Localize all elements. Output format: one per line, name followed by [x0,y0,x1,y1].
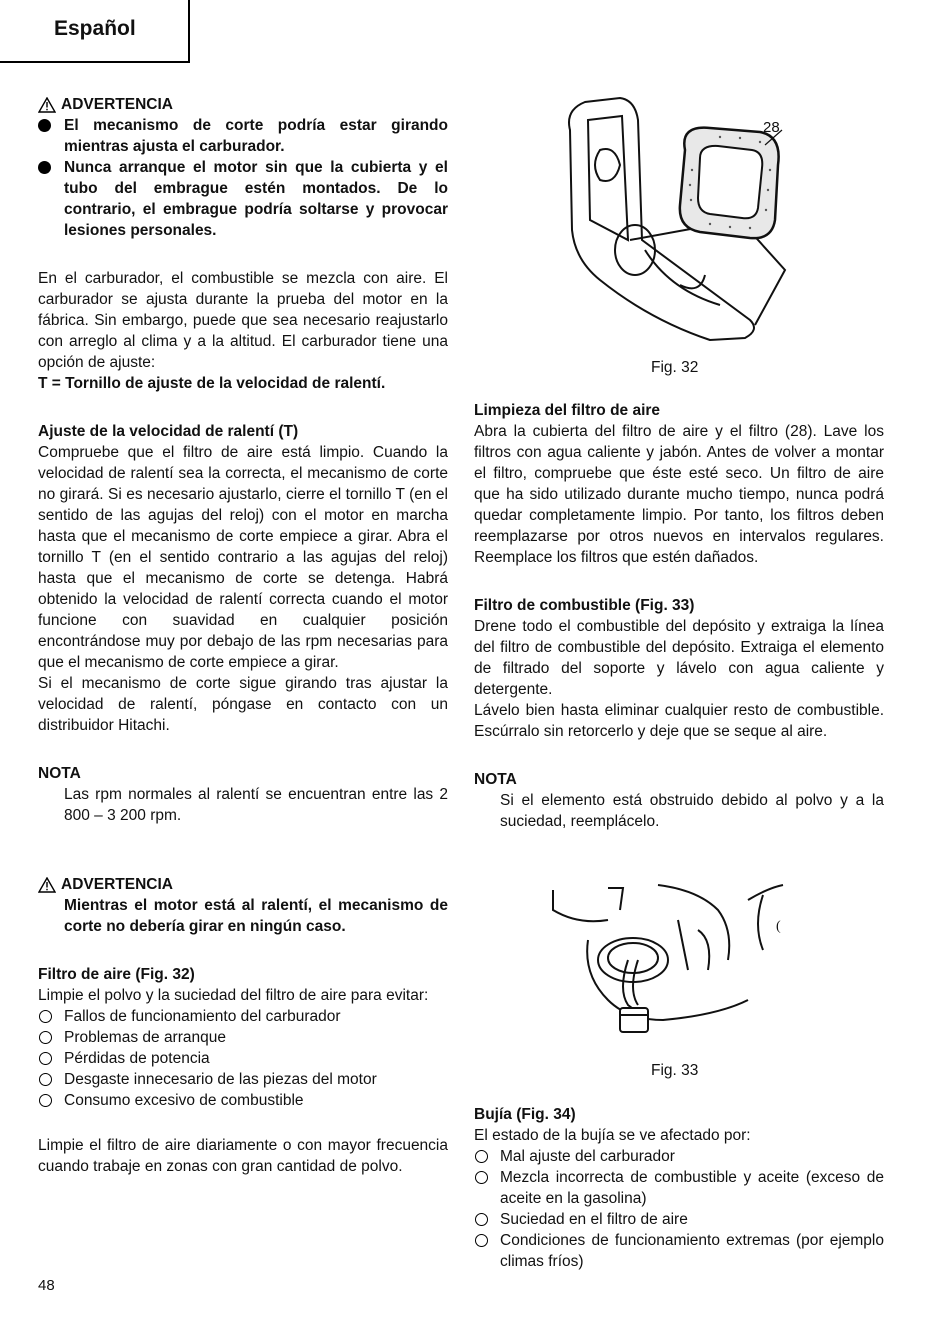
filter-element [680,128,779,239]
circle-bullet-icon [39,1094,52,1107]
warning-text-2: Mientras el motor está al ralentí, el mecanismo de corte no debería girar en ningún caso. [64,897,448,935]
idle-speed-heading: Ajuste de la velocidad de ralentí (T) [38,423,299,440]
spark-plug-list [474,1146,884,1272]
warning-list [38,115,448,241]
list-item: Desgaste innecesario de las piezas del motor [38,1069,448,1090]
note-heading-2: NOTA [474,771,517,788]
circle-bullet-icon [39,1031,52,1044]
carburetor-intro-bold: T = Tornillo de ajuste de la velocidad de ralentí. [38,375,386,392]
list-item: Fallos de funcionamiento del carburador [38,1006,448,1027]
language-tab [0,0,190,63]
fuel-filter-paragraph-2: Lávelo bien hasta eliminar cualquier resto de combustible. Escúrralo sin retorcerlo y deje que se seque al aire. [474,702,884,740]
air-filter-cleaning-text: Abra la cubierta del filtro de aire y el filtro (28). Lave los filtros con agua caliente y jabón. Antes de volver a montar el filtro, compruebe que éste esté seco. Un filtro de aire que ha sido utilizado durante mucho tiempo, nunca podrá quedar completamente limpio. Por tanto, los filtros deben reemplazarse por otros nuevos en intervalos regulares. Reemplace los filtros que estén dañados. [474,423,884,566]
warning-triangle-icon [38,877,56,893]
left-column [38,94,448,1177]
spark-plug-section [474,1104,884,1272]
circle-bullet-icon [39,1010,52,1023]
list-item: Condiciones de funcionamiento extremas (por ejemplo climas fríos) [474,1230,884,1272]
air-filter-intro: Limpie el polvo y la suciedad del filtro de aire para evitar: [38,987,429,1004]
bullet-dot-icon [38,119,51,132]
circle-bullet-icon [475,1150,488,1163]
svg-text:(: ( [776,919,781,934]
figure-32-caption: Fig. 32 [651,359,699,376]
warning-title-2: ADVERTENCIA [61,876,173,893]
air-filter-cleaning-heading: Limpieza del filtro de aire [474,402,661,419]
circle-bullet-icon [39,1052,52,1065]
bullet-dot-icon [38,161,51,174]
spark-plug-heading: Bujía (Fig. 34) [474,1106,576,1123]
list-item: Suciedad en el filtro de aire [474,1209,884,1230]
part-label-28: 28 [763,119,780,136]
figure-33-caption: Fig. 33 [651,1062,699,1079]
note-heading: NOTA [38,765,81,782]
list-item: Mal ajuste del carburador [474,1146,884,1167]
warning-title: ADVERTENCIA [61,96,173,113]
list-item: Consumo excesivo de combustible [38,1090,448,1111]
figure-33-illustration [548,880,798,1040]
note-text-2: Si el elemento está obstruido debido al polvo y a la suciedad, reemplácelo. [500,792,884,830]
list-item: Problemas de arranque [38,1027,448,1048]
circle-bullet-icon [475,1171,488,1184]
air-filter-outro: Limpie el filtro de aire diariamente o con mayor frecuencia cuando trabaje en zonas con gran cantidad de polvo. [38,1137,448,1175]
warning-item: El mecanismo de corte podría estar girando mientras ajusta el carburador. [38,115,448,157]
note-text: Las rpm normales al ralentí se encuentran entre las 2 800 – 3 200 rpm. [64,786,448,824]
figure-32-illustration [560,90,800,345]
air-filter-heading: Filtro de aire (Fig. 32) [38,966,195,983]
warning-item: Nunca arranque el motor sin que la cubierta y el tubo del embrague estén montados. De lo contrario, el embrague podría soltarse y provocar lesiones personales. [38,157,448,241]
warning-triangle-icon [38,97,56,113]
fuel-filter-heading: Filtro de combustible (Fig. 33) [474,597,695,614]
language-label: Español [54,17,136,40]
carburetor-intro: En el carburador, el combustible se mezcla con aire. El carburador se ajusta durante la prueba del motor en la fábrica. Sin embargo, puede que sea necesario reajustarlo con arreglo al clima y a la altitud. El carburador tiene una opción de ajuste: [38,270,448,371]
circle-bullet-icon [475,1213,488,1226]
idle-speed-paragraph: Compruebe que el filtro de aire está limpio. Cuando la velocidad de ralentí sea la correcta, el mecanismo de corte no girará. Si es necesario ajustarlo, cierre el tornillo T (en el sentido de las agujas del reloj) con el motor en marcha hasta que el mecanismo de corte empiece a girar. Abra el tornillo T (en el sentido contrario a las agujas del reloj) hasta que el mecanismo de corte se detenga. Habrá obtenido la velocidad de ralentí correcta cuando el motor funcione con suavidad en cualquier posición encontrándose muy por debajo de las rpm necesarias para que el mecanismo de corte empiece a girar. [38,444,448,671]
right-column [474,400,884,832]
idle-speed-paragraph-2: Si el mecanismo de corte sigue girando tras ajustar la velocidad de ralentí, póngase en contacto con un distribuidor Hitachi. [38,675,448,734]
list-item: Pérdidas de potencia [38,1048,448,1069]
air-filter-list [38,1006,448,1111]
circle-bullet-icon [475,1234,488,1247]
page-number: 48 [38,1277,55,1294]
list-item: Mezcla incorrecta de combustible y aceite (exceso de aceite en la gasolina) [474,1167,884,1209]
warning-heading [38,94,448,115]
spark-plug-intro: El estado de la bujía se ve afectado por: [474,1127,751,1144]
circle-bullet-icon [39,1073,52,1086]
fuel-filter-paragraph: Drene todo el combustible del depósito y extraiga la línea del filtro de combustible del depósito. Extraiga el elemento de filtrado del soporte y lávelo con agua caliente y detergente. [474,618,884,698]
warning-heading-2 [38,874,448,895]
